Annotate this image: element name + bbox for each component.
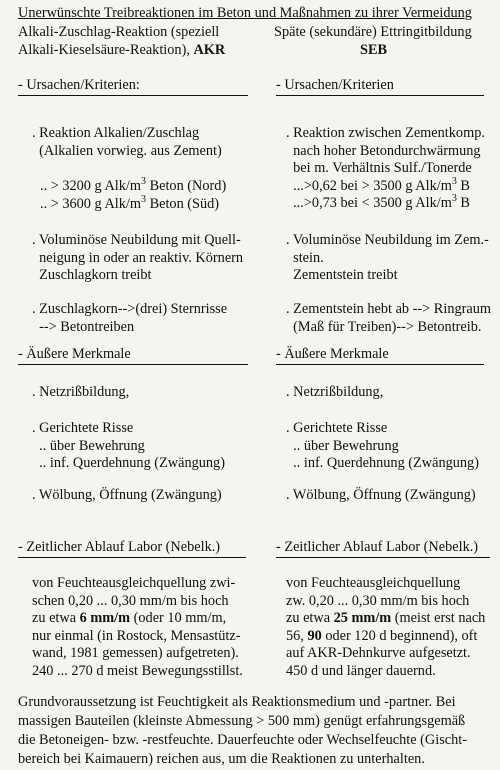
text-line: . Voluminöse Neubildung im Zem.-: [286, 232, 489, 248]
features-heading-left: - Äußere Merkmale: [18, 346, 248, 365]
features-heading-right: - Äußere Merkmale: [276, 346, 484, 365]
swelling-value-left: 6 mm/m: [79, 610, 131, 626]
timeline-heading-right: - Zeitlicher Ablauf Labor (Nebelk.): [276, 539, 490, 558]
feature-right-bulging: . Wölbung, Öffnung (Zwängung): [286, 487, 476, 503]
akr-abbreviation: AKR: [193, 42, 226, 58]
text-line: --> Betontreiben: [32, 318, 135, 335]
text-line: .. inf. Querdehnung (Zwängung): [286, 455, 479, 471]
text-line: . Zuschlagkorn-->(drei) Sternrisse: [32, 301, 228, 317]
page-title: Unerwünschte Treibreaktionen im Beton und Maßnahmen zu ihrer Vermeidung: [18, 5, 472, 21]
text-line: . Reaktion zwischen Zementkomp.: [286, 125, 485, 141]
text-line: die Betoneigen- bzw. -restfeuchte. Dauerfeuchte oder Wechselfeuchte (Gischt-: [18, 732, 467, 748]
text-line: Zuschlagkorn treibt: [32, 267, 152, 283]
feature-left-net-cracks: . Netzrißbildung,: [32, 384, 130, 400]
timeline-right-text: [286, 575, 485, 680]
start-day-value: 90: [307, 627, 322, 644]
causes-left-thresholds: [40, 178, 226, 213]
timeline-heading-left: - Zeitlicher Ablauf Labor (Nebelk.): [18, 539, 246, 558]
footer-paragraph: [18, 693, 467, 769]
threshold-north: .. > 3200 g Alk/$m^3$ Beton (Nord): [40, 176, 227, 194]
text-line: schen 0,20 ... 0,30 mm/m bis hoch: [32, 592, 229, 609]
text-line: zu etwa 6 mm/m (oder 10 mm/m,: [32, 610, 227, 626]
causes-heading-right: - Ursachen/Kriterien: [276, 77, 484, 96]
causes-heading-left: - Ursachen/Kriterien:: [18, 77, 248, 96]
text-line: (Maß für Treiben)--> Betontreib.: [286, 318, 482, 335]
causes-right-reaction: [286, 125, 485, 213]
text-line: . Voluminöse Neubildung mit Quell-: [32, 232, 241, 248]
text-line: . Gerichtete Risse: [32, 420, 134, 436]
feature-left-bulging: . Wölbung, Öffnung (Zwängung): [32, 487, 222, 503]
feature-right-directed-cracks: [286, 420, 479, 473]
text-line: . Reaktion Alkalien/Zuschlag: [32, 125, 200, 141]
seb-heading-line1: Späte (sekundäre) Ettringitbildung: [274, 24, 472, 40]
akr-heading-text: Alkali-Kieselsäure-Reaktion),: [18, 42, 194, 58]
text-line: von Feuchteausgleichquellung: [286, 575, 461, 591]
text-line: zw. 0,20 ... 0,30 mm/m bis hoch: [286, 592, 470, 609]
causes-left-reaction: [32, 125, 222, 160]
text-line: .. über Bewehrung: [32, 437, 145, 454]
text-line: .. inf. Querdehnung (Zwängung): [32, 455, 225, 471]
text-line: massigen Bauteilen (kleinste Abmessung > 500 mm) genügt erfahrungsgemäß: [18, 713, 466, 729]
text-line: nur einmal (in Rostock, Mensastütz-: [32, 627, 241, 644]
feature-right-net-cracks: . Netzrißbildung,: [286, 384, 384, 400]
text-line: neigung in oder an reaktiv. Körnern: [32, 249, 244, 266]
seb-abbreviation: SEB: [360, 42, 388, 58]
text-line: 56, 90 oder 120 d beginnend), oft: [286, 627, 478, 644]
ratio-line-2: ...>0,73 bei < 3500 g Alk/$m^3$ B: [286, 193, 470, 211]
text-line: 450 d und länger dauernd.: [286, 662, 436, 679]
text-line: bei m. Verhältnis Sulf./Tonerde: [286, 160, 472, 176]
causes-right-ring-gap: [286, 301, 491, 336]
feature-left-directed-cracks: [32, 420, 225, 473]
text-line: .. über Bewehrung: [286, 437, 399, 454]
text-line: auf AKR-Dehnkurve aufgesetzt.: [286, 645, 471, 661]
threshold-south: .. > 3600 g Alk/$m^3$ Beton (Süd): [40, 193, 220, 212]
text-line: nach hoher Betondurchwärmung: [286, 142, 481, 159]
text-line: stein.: [286, 249, 324, 266]
akr-heading-line2: [18, 42, 225, 60]
swelling-value-right: 25 mm/m: [333, 610, 392, 626]
text-line: Zementstein treibt: [286, 267, 398, 283]
akr-heading-line1: Alkali-Zuschlag-Reaktion (speziell: [18, 24, 220, 40]
causes-left-star-cracks: [32, 301, 227, 336]
text-line: 240 ... 270 d meist Bewegungsstillst.: [32, 662, 243, 679]
text-line: wand, 1981 gemessen) aufgetreten).: [32, 645, 239, 661]
text-line: Grundvoraussetzung ist Feuchtigkeit als Reaktionsmedium und -partner. Bei: [18, 694, 456, 710]
timeline-left-text: [32, 575, 243, 680]
text-line: zu etwa 25 mm/m (meist erst nach: [286, 610, 486, 626]
causes-left-new-formation: [32, 232, 243, 285]
text-line: . Zementstein hebt ab --> Ringraum: [286, 301, 491, 317]
causes-right-new-formation: [286, 232, 489, 285]
text-line: . Gerichtete Risse: [286, 420, 388, 436]
text-line: von Feuchteausgleichquellung zwi-: [32, 575, 236, 591]
text-line: (Alkalien vorwieg. aus Zement): [32, 142, 222, 159]
text-line: bereich bei Kaimauern) reichen aus, um die Reaktionen zu unterhalten.: [18, 751, 425, 767]
ratio-line-1: ...>0,62 bei > 3500 g Alk/$m^3$ B: [286, 175, 470, 194]
